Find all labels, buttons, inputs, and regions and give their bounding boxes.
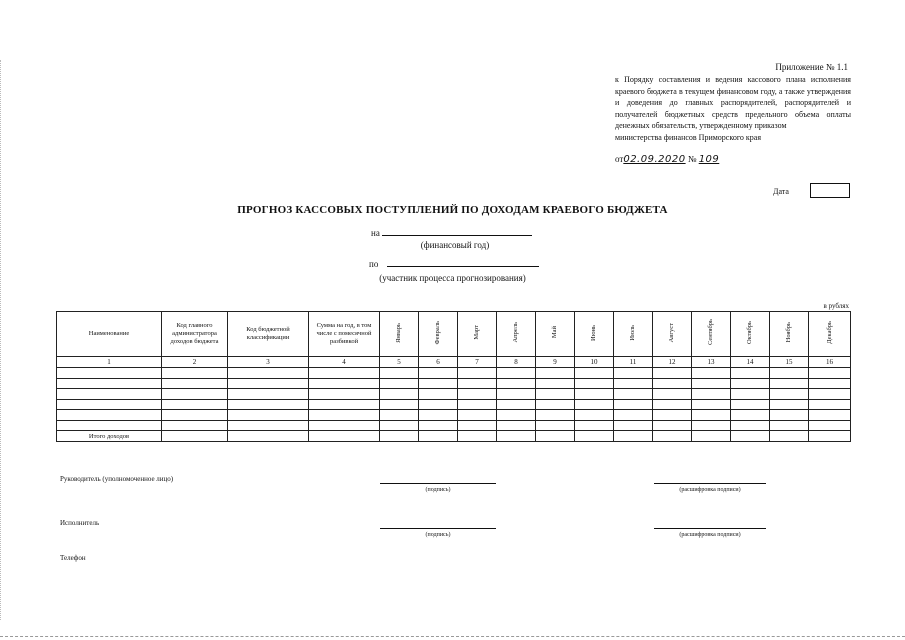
table-cell[interactable] bbox=[309, 420, 380, 431]
column-number-row bbox=[57, 357, 851, 368]
table-cell[interactable] bbox=[809, 431, 851, 442]
table-cell[interactable] bbox=[497, 399, 536, 410]
table-cell[interactable] bbox=[57, 399, 162, 410]
table-cell[interactable] bbox=[228, 368, 309, 379]
table-cell[interactable] bbox=[497, 368, 536, 379]
forecast-table bbox=[56, 311, 851, 442]
month-label: Май bbox=[551, 326, 558, 339]
table-cell[interactable] bbox=[309, 389, 380, 400]
table-cell[interactable] bbox=[731, 368, 770, 379]
table-cell[interactable] bbox=[309, 410, 380, 421]
table-cell[interactable] bbox=[536, 399, 575, 410]
on-label: на bbox=[371, 228, 380, 238]
table-cell[interactable] bbox=[228, 389, 309, 400]
col-month bbox=[692, 312, 731, 357]
phone-label: Телефон bbox=[60, 554, 86, 562]
table-cell[interactable] bbox=[809, 389, 851, 400]
date-box[interactable] bbox=[810, 183, 850, 198]
executor-decoding-line[interactable] bbox=[654, 528, 766, 529]
column-number: 5 bbox=[380, 357, 419, 368]
year-row bbox=[371, 226, 532, 238]
column-number: 6 bbox=[419, 357, 458, 368]
table-cell[interactable] bbox=[380, 399, 419, 410]
month-label: Сентябрь bbox=[707, 319, 714, 346]
table-cell[interactable] bbox=[731, 389, 770, 400]
column-number: 10 bbox=[575, 357, 614, 368]
table-cell[interactable] bbox=[162, 410, 228, 421]
table-cell[interactable] bbox=[770, 378, 809, 389]
table-cell[interactable] bbox=[57, 389, 162, 400]
table-cell[interactable] bbox=[614, 378, 653, 389]
table-cell[interactable] bbox=[380, 431, 419, 442]
table-cell[interactable] bbox=[809, 378, 851, 389]
appendix-text bbox=[615, 74, 851, 144]
table-cell[interactable] bbox=[770, 399, 809, 410]
table-cell[interactable] bbox=[309, 378, 380, 389]
col-month bbox=[653, 312, 692, 357]
column-number: 15 bbox=[770, 357, 809, 368]
participant-row bbox=[369, 257, 539, 269]
table-cell[interactable] bbox=[228, 420, 309, 431]
col-annual-sum: Сумма на год, в том числе с помесячной разбивкой bbox=[309, 312, 380, 357]
table-cell[interactable] bbox=[653, 378, 692, 389]
table-cell[interactable] bbox=[692, 399, 731, 410]
table-cell[interactable] bbox=[575, 368, 614, 379]
participant-caption: (участник процесса прогнозирования) bbox=[379, 273, 526, 283]
table-cell[interactable] bbox=[419, 368, 458, 379]
column-number: 7 bbox=[458, 357, 497, 368]
executor-decoding-caption: (расшифровка подписи) bbox=[679, 532, 741, 538]
year-field[interactable] bbox=[382, 226, 532, 236]
by-label: по bbox=[369, 259, 379, 269]
table-cell[interactable] bbox=[653, 389, 692, 400]
table-cell[interactable] bbox=[458, 378, 497, 389]
month-label: Август bbox=[668, 322, 675, 343]
table-cell[interactable] bbox=[228, 431, 309, 442]
table-cell[interactable] bbox=[458, 368, 497, 379]
col-budget-code: Код бюджетной классификации bbox=[228, 312, 309, 357]
column-number: 12 bbox=[653, 357, 692, 368]
table-cell[interactable] bbox=[57, 368, 162, 379]
table-row bbox=[57, 378, 851, 389]
table-cell[interactable] bbox=[770, 368, 809, 379]
table-cell[interactable] bbox=[536, 420, 575, 431]
head-label: Руководитель (уполномоченное лицо) bbox=[60, 475, 174, 483]
table-cell[interactable] bbox=[419, 389, 458, 400]
table-row bbox=[57, 410, 851, 421]
table-cell[interactable] bbox=[419, 431, 458, 442]
table-row bbox=[57, 399, 851, 410]
header-row bbox=[57, 312, 851, 357]
head-signature-caption: (подпись) bbox=[425, 487, 451, 493]
executor-label: Исполнитель bbox=[60, 519, 100, 527]
table-cell[interactable] bbox=[419, 399, 458, 410]
table-cell[interactable] bbox=[162, 431, 228, 442]
table-cell[interactable] bbox=[770, 431, 809, 442]
table-cell[interactable] bbox=[614, 420, 653, 431]
month-label: Февраль bbox=[434, 320, 441, 345]
table-cell[interactable] bbox=[162, 378, 228, 389]
table-cell[interactable] bbox=[57, 420, 162, 431]
number-prefix: № bbox=[687, 154, 697, 164]
table-cell[interactable] bbox=[653, 399, 692, 410]
col-month bbox=[770, 312, 809, 357]
col-month bbox=[497, 312, 536, 357]
table-cell[interactable] bbox=[458, 399, 497, 410]
column-number: 16 bbox=[809, 357, 851, 368]
table-cell[interactable] bbox=[809, 420, 851, 431]
table-cell[interactable] bbox=[497, 389, 536, 400]
month-label: Март bbox=[473, 325, 480, 340]
table-cell[interactable] bbox=[731, 431, 770, 442]
table-cell[interactable] bbox=[692, 410, 731, 421]
table-cell[interactable] bbox=[162, 399, 228, 410]
column-number: 3 bbox=[228, 357, 309, 368]
col-month bbox=[458, 312, 497, 357]
table-cell[interactable] bbox=[458, 420, 497, 431]
table-cell[interactable] bbox=[731, 399, 770, 410]
table-row bbox=[57, 420, 851, 431]
scan-edge-bottom bbox=[0, 636, 905, 638]
table-cell[interactable] bbox=[419, 410, 458, 421]
table-cell[interactable] bbox=[57, 410, 162, 421]
table-cell[interactable] bbox=[380, 378, 419, 389]
table-cell[interactable] bbox=[380, 410, 419, 421]
table-cell[interactable] bbox=[228, 410, 309, 421]
handwritten-date: 02.09.2020 bbox=[623, 154, 686, 165]
table-cell[interactable] bbox=[731, 420, 770, 431]
table-cell[interactable] bbox=[380, 389, 419, 400]
table-cell[interactable] bbox=[458, 389, 497, 400]
column-number: 4 bbox=[309, 357, 380, 368]
table-cell[interactable] bbox=[380, 368, 419, 379]
table-cell[interactable] bbox=[809, 368, 851, 379]
table-cell[interactable] bbox=[692, 378, 731, 389]
col-month bbox=[614, 312, 653, 357]
table-cell[interactable] bbox=[575, 431, 614, 442]
table-cell[interactable] bbox=[575, 389, 614, 400]
column-number: 2 bbox=[162, 357, 228, 368]
table-cell[interactable] bbox=[228, 399, 309, 410]
month-label: Июнь bbox=[590, 324, 597, 341]
table-cell[interactable] bbox=[309, 368, 380, 379]
table-row bbox=[57, 368, 851, 379]
table-cell[interactable] bbox=[809, 410, 851, 421]
col-month bbox=[731, 312, 770, 357]
col-month bbox=[536, 312, 575, 357]
units-label: в рублях bbox=[823, 302, 849, 310]
table-cell[interactable] bbox=[458, 431, 497, 442]
appendix-date bbox=[615, 154, 719, 165]
total-row bbox=[57, 431, 851, 442]
executor-signature-caption: (подпись) bbox=[425, 532, 451, 538]
table-cell[interactable] bbox=[692, 389, 731, 400]
handwritten-number: 109 bbox=[698, 154, 720, 165]
table-cell[interactable] bbox=[419, 420, 458, 431]
table-cell[interactable] bbox=[536, 389, 575, 400]
table-cell[interactable] bbox=[309, 431, 380, 442]
table-cell[interactable] bbox=[692, 368, 731, 379]
col-admin-code: Код главного администратора доходов бюджета bbox=[162, 312, 228, 357]
table-cell[interactable] bbox=[497, 431, 536, 442]
appendix-body: к Порядку составления и ведения кассового плана исполнения краевого бюджета в текущем финансовом году, а также утверждения и доведения до главных распорядителей, распорядителей и получателей бюджетных средств предельного объема оплаты денежных обязательств, утвержденному приказом bbox=[615, 75, 851, 131]
column-number: 14 bbox=[731, 357, 770, 368]
col-name: Наименование bbox=[57, 312, 162, 357]
table-cell[interactable] bbox=[309, 399, 380, 410]
col-month bbox=[380, 312, 419, 357]
month-label: Декабрь bbox=[825, 321, 833, 344]
column-number: 8 bbox=[497, 357, 536, 368]
table-cell[interactable] bbox=[614, 368, 653, 379]
total-label: Итого доходов bbox=[57, 431, 162, 442]
table-cell[interactable] bbox=[162, 389, 228, 400]
table-cell[interactable] bbox=[770, 389, 809, 400]
table-cell[interactable] bbox=[162, 368, 228, 379]
executor-signature-line[interactable] bbox=[380, 528, 496, 529]
table-cell[interactable] bbox=[692, 431, 731, 442]
appendix-body-last: министерства финансов Приморского края bbox=[615, 132, 762, 142]
date-prefix: от bbox=[615, 154, 624, 164]
appendix-title: Приложение № 1.1 bbox=[775, 62, 848, 72]
table-cell[interactable] bbox=[731, 378, 770, 389]
head-signature-line[interactable] bbox=[380, 483, 496, 484]
table-cell[interactable] bbox=[536, 410, 575, 421]
table-cell[interactable] bbox=[458, 410, 497, 421]
month-label: Январь bbox=[395, 322, 402, 343]
col-month bbox=[809, 312, 851, 357]
table-cell[interactable] bbox=[692, 420, 731, 431]
table-cell[interactable] bbox=[770, 410, 809, 421]
table-cell[interactable] bbox=[575, 399, 614, 410]
column-number: 11 bbox=[614, 357, 653, 368]
table-cell[interactable] bbox=[380, 420, 419, 431]
table-cell[interactable] bbox=[419, 378, 458, 389]
table-cell[interactable] bbox=[536, 431, 575, 442]
year-caption: (финансовый год) bbox=[420, 240, 490, 250]
table-cell[interactable] bbox=[770, 420, 809, 431]
table-cell[interactable] bbox=[614, 431, 653, 442]
column-number: 9 bbox=[536, 357, 575, 368]
table-cell[interactable] bbox=[653, 431, 692, 442]
table-cell[interactable] bbox=[614, 389, 653, 400]
col-month bbox=[419, 312, 458, 357]
column-number: 1 bbox=[57, 357, 162, 368]
month-label: Апрель bbox=[512, 322, 519, 343]
scan-edge-left bbox=[0, 60, 2, 620]
col-month bbox=[575, 312, 614, 357]
participant-field[interactable] bbox=[387, 257, 539, 267]
month-label: Октябрь bbox=[746, 320, 753, 345]
empty-rows bbox=[57, 368, 851, 431]
table-cell[interactable] bbox=[614, 399, 653, 410]
table-cell[interactable] bbox=[653, 420, 692, 431]
table-cell[interactable] bbox=[162, 420, 228, 431]
month-label: Ноябрь bbox=[785, 322, 792, 343]
table-cell[interactable] bbox=[497, 410, 536, 421]
table-cell[interactable] bbox=[575, 378, 614, 389]
table-cell[interactable] bbox=[731, 410, 770, 421]
date-label: Дата bbox=[773, 187, 789, 196]
head-decoding-caption: (расшифровка подписи) bbox=[679, 487, 741, 493]
table-cell[interactable] bbox=[575, 420, 614, 431]
table-cell[interactable] bbox=[653, 410, 692, 421]
table-cell[interactable] bbox=[614, 410, 653, 421]
head-decoding-line[interactable] bbox=[654, 483, 766, 484]
table-cell[interactable] bbox=[653, 368, 692, 379]
table-cell[interactable] bbox=[228, 378, 309, 389]
table-cell[interactable] bbox=[497, 420, 536, 431]
month-label: Июль bbox=[629, 324, 636, 341]
table-row bbox=[57, 389, 851, 400]
document-title: ПРОГНОЗ КАССОВЫХ ПОСТУПЛЕНИЙ ПО ДОХОДАМ КРАЕВОГО БЮДЖЕТА bbox=[237, 204, 668, 216]
column-number: 13 bbox=[692, 357, 731, 368]
table-cell[interactable] bbox=[536, 368, 575, 379]
table-cell[interactable] bbox=[536, 378, 575, 389]
table-cell[interactable] bbox=[497, 378, 536, 389]
table-cell[interactable] bbox=[57, 378, 162, 389]
table-cell[interactable] bbox=[575, 410, 614, 421]
table-cell[interactable] bbox=[809, 399, 851, 410]
